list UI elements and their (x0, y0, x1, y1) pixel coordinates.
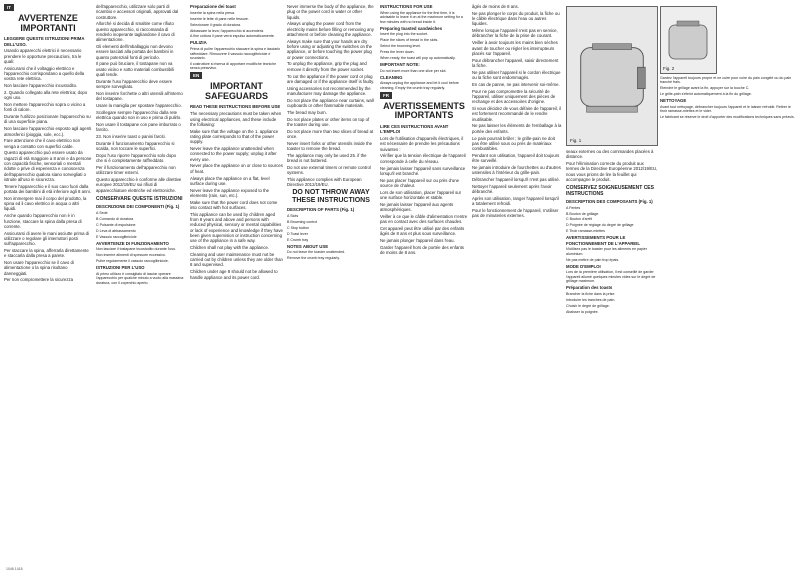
prep-item: Inserire le fette di pane nelle fessure. (190, 16, 249, 21)
prep-heading: Préparation des toasts (566, 285, 613, 291)
paragraph: Anche quando l'apparecchio non è in funzione, staccare la spina dalla presa di corrente. (4, 213, 82, 229)
paragraph: Ne pas placer l'appareil sur ou près d'une source de chaleur. (380, 177, 460, 188)
column-italian-1 (4, 4, 92, 569)
component-item: A Slots (287, 214, 299, 218)
figure-caption: Fig. 2 (663, 65, 675, 71)
paragraph: Always unplug the power cord from the electricity mains before filling or removing any attachment or before cleaning the appliance. (287, 21, 374, 37)
language-tab-en: EN (190, 72, 202, 79)
warning-item: Non lasciare il tostapane incustodito durante l'uso. (96, 247, 176, 252)
paragraph: The appliance may only be used 25. if the bread is not buttered. (287, 152, 367, 164)
note-item: Ne pas mettre de pain trop épais. (566, 257, 620, 262)
component-item: C Bouton d'arrêt (566, 217, 593, 222)
section-title: CONSERVEZ SOIGNEUSEMENT CES INSTRUCTIONS (566, 185, 654, 197)
column-french-1 (472, 4, 562, 569)
cleaning-text: Prima di pulire l'apparecchio staccare la spina e lasciarlo raffreddare. Rimuovere il vassoio raccoglibriciole e svuotarlo. (190, 47, 281, 60)
cleaning-heading: NETTOYAGE (660, 98, 687, 104)
paragraph: Pour ne pas compromettre la sécurité de l'appareil, utiliser uniquement des pièces de rechange et des accessoires d'origine. (472, 88, 556, 105)
paragraph: Pour débrancher l'appareil, saisir directement la fiche. (472, 57, 559, 68)
paragraph: Do not place plates or other items on top of the toaster during use. (287, 116, 370, 127)
prep-item: Select the browning level. (380, 44, 421, 49)
prep-item: Insert the plug into the socket. (380, 32, 428, 37)
paragraph: Veiller à ce que le câble d'alimentation n'entre pas en contact avec des surfaces chaudes. (380, 213, 468, 225)
paragraph: This appliance complies with European Directive 2012/19/EU. (287, 177, 362, 188)
paragraph: Tenere l'apparecchio e il suo cavo fuori dalla portata dei bambini di età inferiore agli 8 anni. (4, 183, 91, 195)
paragraph: Dopo l'uso riporre l'apparecchio solo dopo che si è completamente raffreddato. (96, 152, 176, 164)
paragraph: Le pain pourrait brûler ; le grille-pain ne doit pas être utilisé sous ou près de matériaux combustibles. (472, 135, 555, 152)
prep-item: Inserire la spina nella presa. (190, 10, 235, 15)
paragraph: Non mettere l'apparecchio sopra o vicino a fonti di calore. (4, 102, 86, 113)
paragraph: Assicurarsi di avere le mani asciutte prima di utilizzare o regolare gli interruttori posti sull'apparecchio. (4, 230, 90, 247)
prep-item: Choisir le degré de grillage. (566, 303, 610, 308)
prep-item: Press the lever down. (380, 50, 415, 55)
instructions-text: When using the appliance for the first time, it is advisable to leave it on at the maximum setting for a few minutes with no bread inside it. (380, 10, 463, 24)
column-italian-english (190, 4, 283, 569)
paragraph: Garder l'appareil hors de portée des enfants de moins de 8 ans. (380, 244, 464, 256)
paragraph: The necessary precautions must be taken when using electrical appliances, and these include the following: (190, 111, 282, 127)
paragraph: Make sure that the power cord does not come into contact with hot surfaces. (190, 199, 278, 210)
intro-heading-fr: LIRE CES INSTRUCTIONS AVANT L'EMPLOI (380, 123, 449, 135)
paragraph: Pour le fonctionnement de l'appareil, n'utiliser pas de minuteries externes. (472, 208, 559, 219)
paragraph: 2. Quando collegato alla rete elettrica; dopo ogni uso. (4, 89, 88, 101)
paragraph: Gli elementi dell'imballaggio non devono essere lasciati alla portata dei bambini in quanto potenziali fonti di pericolo. (96, 44, 174, 60)
paragraph: Do not use external timers or remote control systems. (287, 165, 371, 176)
paragraph: Always make sure that your hands are dry before using or adjusting the switches on the appliance, or before touching the power plug or power connections. (287, 38, 373, 60)
notes-heading: AVERTISSEMENTS POUR LE FONCTIONNEMENT DE L'APPAREIL (566, 235, 640, 246)
important-text: Do not insert more than one slice per slot. (380, 68, 447, 73)
important-heading: IMPORTANT NOTE: (380, 61, 420, 67)
component-item: A Fentes (566, 205, 581, 210)
paragraph: seaux externes ou des commandes placées à distance. (566, 149, 654, 160)
prep-item: Introduire les tranches de pain. (566, 297, 616, 302)
paragraph: Ne jamais laisser l'appareil sans surveillance lorsqu'il est branché. (380, 165, 466, 176)
intro-heading-en: READ THESE INSTRUCTIONS BEFORE USE (190, 104, 281, 110)
component-item: D Poignée de réglage du degré de grillage (566, 223, 634, 228)
figure-caption: Fig. 1 (570, 137, 582, 143)
component-item: B Bouton de grillage (566, 211, 599, 216)
paragraph: Assicurarsi che il voltaggio elettrico e l'apparecchio corrispondano a quello della vostra rete elettrica. (4, 65, 85, 82)
prep-item: Abaisser la poignée. (566, 309, 599, 314)
paragraph: Usando apparecchi elettrici è necessario prendere le opportune precauzioni, tra le quali: (4, 48, 82, 64)
cleaning-heading: PULIZIA (190, 40, 207, 46)
paragraph: Débrancher l'appareil lorsqu'il n'est pas utilisé. (472, 177, 560, 183)
paragraph: Fare attenzione che il cavo elettrico non venga a contatto con superfici calde. (4, 138, 80, 149)
notes-heading: NOTES ABOUT USE (287, 243, 329, 249)
paragraph: Do not place the appliance near curtains, wall cupboards or other flammable materials. (287, 97, 374, 109)
section-title: CONSERVARE QUESTE ISTRUZIONI (96, 196, 183, 202)
paragraph: Non usare l'apparecchio se il cavo di alimentazione o la spina risultano danneggiati. (4, 260, 74, 276)
paragraph: Non lasciare l'apparecchio incustodito. (4, 83, 78, 89)
cleaning-heading: CLEANING (380, 74, 403, 80)
paragraph: Si vous décidez de vous défaire de l'appareil, il est fortement recommandé de le rendre inutilisable. (472, 106, 562, 122)
paragraph: Pendant son utilisation, l'appareil doit toujours être surveillé. (472, 152, 560, 164)
paragraph: Using accessories not recommended by the manufacturer may damage the appliance. (287, 85, 371, 96)
paragraph: âgés de moins de 8 ans. (472, 4, 519, 9)
component-item: C Pulsante di espulsione (96, 222, 136, 227)
prep-item: Brancher la fiche dans la prise. (566, 291, 616, 296)
language-tab-it: IT (4, 4, 14, 11)
prep-heading: Preparazione dei toast (190, 4, 236, 9)
toaster-illustration (567, 7, 657, 145)
warning-item: Pulire regolarmente il vassoio raccoglibriciole. (96, 259, 169, 264)
paragraph: Nettoyer l'appareil seulement après l'avoir débranché. (472, 183, 552, 195)
cleaning-text: Avant tout nettoyage, débrancher toujours l'appareil et le laisser refroidir. Retirer le tiroir ramasse-miettes et le vider. (660, 104, 791, 114)
column-french-2 (566, 4, 658, 569)
paragraph: 23. Non inserire toast o panini farciti. (96, 134, 166, 140)
cleaning-text: Always unplug the appliance and let it cool before cleaning. Empty the crumb tray regularly. (380, 81, 459, 90)
paragraph: Ne pas laisser les éléments de l'emballage à la portée des enfants. (472, 123, 562, 134)
paragraph: Il pane può bruciare, il tostapane non va usato vicino e sotto materiali combustibili quali tende. (96, 61, 174, 78)
paragraph: Per staccare la spina, afferrarla direttamente e staccarla dalla presa a parete. (4, 247, 89, 259)
paragraph: Veiller à avoir toujours les mains bien sèches avant de toucher ou régler les interrupteurs placés sur l'appareil. (472, 40, 558, 56)
component-item: A Sede (96, 211, 108, 216)
paragraph: Non inserire forchette o altri utensili all'interno del tostapane. (96, 90, 183, 102)
language-tab-fr: FR (380, 92, 392, 99)
component-item: D Toast lever (287, 231, 308, 236)
prep-item: Selezionare il grado di doratura. (190, 22, 241, 27)
paragraph: Never leave the appliance exposed to the elements (rain, sun, etc.). (190, 187, 270, 198)
components-heading: DESCRIZIONE DEI COMPONENTI (Fig. 1) (96, 204, 180, 210)
paragraph: Always place the appliance on a flat, level surface during use. (190, 175, 270, 186)
paragraph: Lors de son utilisation, placer l'appareil sur une surface horizontale et stable. (380, 189, 462, 201)
paragraph: Never leave the appliance unattended when connected to the power supply; unplug it after every use. (190, 146, 277, 162)
component-item: C Stop button (287, 225, 309, 230)
paragraph: Durante il funzionamento l'apparecchio si scalda, non toccare le superfici. (96, 140, 175, 152)
section-title-en: IMPORTANT SAFEGUARDS (204, 81, 268, 101)
component-item: E Crumb tray (287, 237, 309, 242)
instructions-heading: INSTRUCTIONS FOR USE (380, 4, 433, 9)
extra-item: Eteindre le grillage avant la fin, appuyer sur la touche C. (660, 86, 750, 91)
paragraph: Pour l'élimination correcte du produit aux termes de la Directive Européenne 2012/19/EU, nous vous prions de lire la feuillet qui accompagne le produit. (566, 161, 658, 182)
section-title-it: AVVERTENZE IMPORTANTI (18, 13, 78, 33)
paragraph: Vérifier que la tension électrique de l'appareil corresponde à celle du réseau. (380, 153, 466, 164)
paragraph: Never insert forks or other utensils inside the toaster to remove the bread. (287, 140, 373, 152)
column-english-french (380, 4, 468, 569)
note-item: Remove the crumb tray regularly. (287, 256, 340, 261)
paragraph: Cet appareil peut être utilisé par des enfants âgés de 8 ans et plus sous surveillance. (380, 226, 465, 237)
section-title: DO NOT THROW AWAY THESE INSTRUCTIONS (292, 189, 370, 204)
toaster-illustration-2 (661, 7, 716, 73)
paragraph: Children shall not play with the appliance. (190, 245, 270, 251)
note-item: N'utilisez pas le toaster pour les aliments en papier aluminium. (566, 247, 647, 256)
prep-item: Abbassare la leva; l'apparecchio si accenderà. (190, 28, 265, 33)
paragraph: Make sure that the voltage on the 1. appliance rating plate corresponds to that of the power supply. (190, 128, 279, 145)
figure-1-toaster-diagram (566, 6, 658, 146)
column-english (287, 4, 375, 569)
paragraph: To unplug the appliance, grip the plug and remove it directly from the power socket. (287, 61, 367, 72)
figure-note: Gardez l'appareil toujours propre et ne cuire pour cuire du pain congelé ou du pain tranché frais. (660, 76, 792, 85)
use-text: Al primo utilizzo è consigliato di lasciar operare l'apparecchio per qualche minuto a vuoto alla massima doratura, con il coperchio aperto. (96, 271, 184, 285)
column-french-3 (660, 4, 798, 569)
paragraph: Per il funzionamento dell'apparecchio non utilizzare timer esterni. (96, 165, 176, 176)
note-item: Do not leave the toaster unattended. (287, 250, 346, 255)
paragraph: Scollegare sempre l'apparecchio dalla rete elettrica quando non in uso e prima di pulirlo. (96, 109, 182, 121)
instructions-text: Lors de la première utilisation, il est conseillé de garder l'appareil allumé quelques minutes vides sur le degré de grillage maximum. (566, 270, 656, 284)
section-title-fr: AVERTISSEMENTS IMPORTANTS (383, 100, 465, 121)
paragraph: Non lasciare l'apparecchio esposto agli agenti atmosferici (pioggia, sole, ecc.). (4, 126, 92, 137)
components-heading: DESCRIPTION DES COMPOSANTS (Fig. 1) (566, 198, 653, 204)
intro-heading-it: LEGGERE QUESTE ISTRUZIONI PRIMA DELL'USO. (4, 36, 85, 47)
component-item: B Comando di doratura (96, 217, 134, 221)
paragraph: Cleaning and user maintenance must not be carried out by children unless they are older than 8 and supervised. (190, 251, 283, 268)
paragraph: Ne jamais laisser l'appareil aux agents atmosphériques. (380, 201, 454, 213)
warranty-text: Il costruttore si riserva di apportare modifiche tecniche senza preavviso. (190, 61, 277, 71)
paragraph: Never immerse the body of the appliance, the plug or the power cord in water or other liquids. (287, 4, 374, 20)
paragraph: Allorché si decida di smaltire come rifiuto questo apparecchio, si raccomanda di renderlo inoperante tagliandone il cavo di alimentazione. (96, 21, 175, 43)
paragraph: Après son utilisation, ranger l'appareil lorsqu'il a totalement refroidi. (472, 196, 560, 207)
paragraph: Non usare il tostapane con pane imburrato o farcito. (96, 121, 181, 133)
paragraph: Ne jamais introduire de fourchettes ou d'autres ustensiles à l'intérieur du grille-pain. (472, 165, 561, 176)
paragraph: Children under age 8 should not be allowed to handle appliance and its power cord. (190, 269, 278, 280)
paragraph: Usare la maniglia per spostare l'apparecchio. (96, 103, 182, 109)
warning-item: Non inserire alimenti di spessore eccessivo. (96, 253, 166, 258)
paragraph: Questo apparecchio è conforme alle direttive europee 2012/19/EU sui rifiuti di apparecchiature elettriche ed elettroniche. (96, 177, 182, 193)
prep-heading: Preparing toasted sandwiches (380, 25, 443, 31)
component-item: E Tiroir ramasse-miettes (566, 229, 605, 234)
warnings-heading: AVVERTENZE DI FUNZIONAMENTO (96, 240, 169, 246)
paragraph: To cut the appliance if the power cord or plug are damaged or if the appliance itself is faulty. (287, 73, 375, 84)
prep-item: Place the slices of bread in the slots. (380, 38, 439, 43)
paragraph: Même lorsque l'appareil n'est pas en service, débrancher la fiche de la prise de courant. (472, 28, 558, 39)
paragraph: dell'apparecchio, utilizzare solo parti di ricambio e accessori originali, approvati dal costruttore. (96, 4, 179, 20)
figure-2-toaster (660, 6, 717, 74)
footer-code: 1046 1418 (6, 567, 23, 571)
paragraph: Durante l'utilizzo posizionare l'apparecchio su di una superficie piana. (4, 114, 91, 125)
prep-item: When ready, the toast will pop up automatically. (380, 55, 456, 60)
component-item: E Vassoio raccoglibriciole (96, 234, 137, 239)
paragraph: The bread may burn. (287, 109, 327, 115)
paragraph: Non immergere mai il corpo del prodotto, la spina ed il cavo elettrico in acqua o altri liquidi. (4, 195, 87, 212)
paragraph: Questo apparecchio può essere usato da ragazzi di età maggiore a 8 anni e da persone con capacità fisiche, sensoriali o mentali ridotte o prive di esperienza e conoscenza dell'apparecchio qualora siano sorvegliati o istruite all'uso in sicurezza. (4, 150, 92, 182)
extra-item: Le grille-pain s'éteint automatiquement à la fin du grillage. (660, 92, 752, 97)
components-heading: DESCRIPTION OF PARTS (Fig. 1) (287, 207, 355, 213)
component-item: D Leva di abbassamento (96, 228, 136, 233)
paragraph: Lors de l'utilisation d'appareils électriques, il est nécessaire de prendre les précautions suivantes : (380, 136, 464, 152)
warranty-text: Le fabricant se réserve le droit d'apporter des modifications techniques sans préavis. (660, 115, 795, 120)
instructions-heading: MODE D'EMPLOI (566, 263, 601, 269)
paragraph: This appliance can be used by children aged from 8 years and above and persons with reduced physical, sensory or mental capabilities or lack of experience and knowledge if they have been given supervision or instruction concerning use of the appliance in a safe way. (190, 211, 283, 244)
prep-item: A fine cottura il pane verrà espulso automaticamente. (190, 34, 275, 39)
component-item: B Browning control (287, 219, 318, 224)
paragraph: Per non compromettere la sicurezza (4, 277, 74, 283)
paragraph: Never place the appliance on or close to sources of heat. (190, 163, 283, 174)
paragraph: Ne pas utiliser l'appareil si le cordon électrique ou la fiche sont endommagés. (472, 69, 561, 81)
paragraph: Do not place more than two slices of bread at once. (287, 128, 374, 140)
use-heading: ISTRUZIONI PER L'USO (96, 265, 145, 271)
paragraph: Ne pas plonger le corps du produit, la fiche ou le câble électrique dans l'eau ou autres liquides. (472, 10, 560, 27)
paragraph: En cas de panne, ne pas intervenir soi-même. (472, 81, 560, 87)
column-italian-2 (96, 4, 184, 569)
paragraph: Ne jamais plonger l'appareil dans l'eau. (380, 238, 455, 244)
paragraph: Durante l'uso l'apparecchio deve essere sempre sorvegliato. (96, 78, 173, 90)
